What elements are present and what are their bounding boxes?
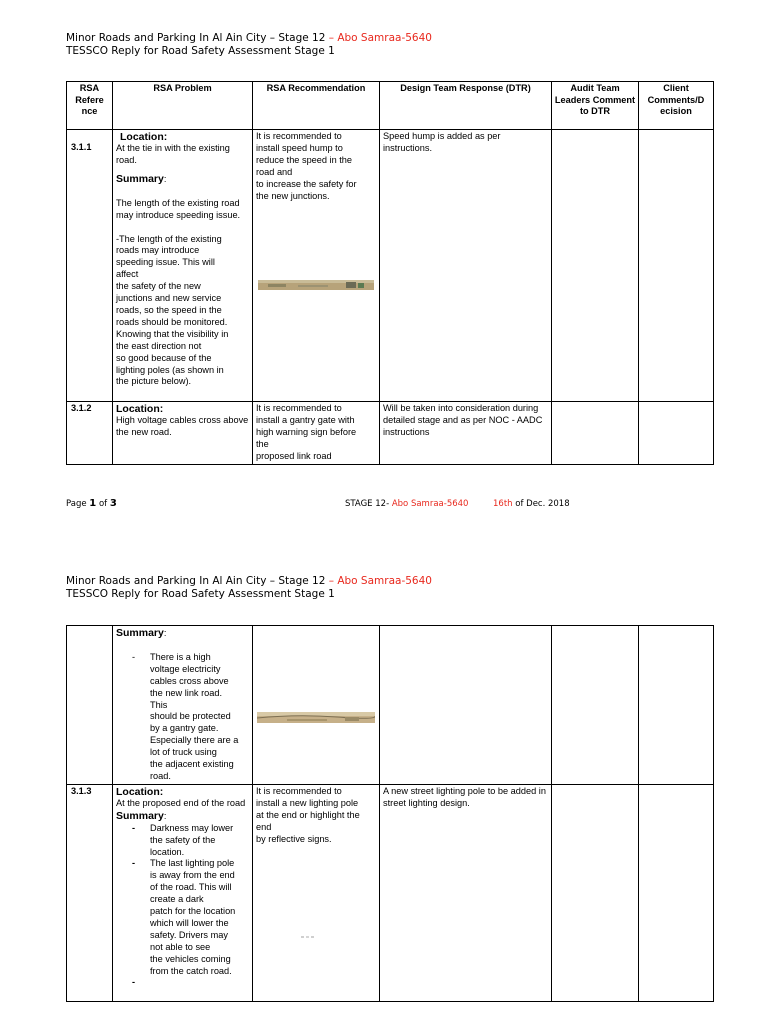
night-road-photo-image — [301, 935, 331, 939]
page1-header-line2: TESSCO Reply for Road Safety Assessment Stage 1 — [66, 45, 335, 57]
page1-header-line1: Minor Roads and Parking In Al Ain City – Stage 12 – Abo Samraa-5640 — [66, 32, 432, 44]
rsa-table-page2 — [66, 625, 714, 1002]
dtr-cell: Speed hump is added as per instructions. — [380, 130, 552, 402]
location-label: Location: — [116, 785, 164, 798]
rsa-recommendation-cell: It is recommended to install speed hump to reduce the speed in the road and to increase the safety for the new junctions. — [253, 130, 380, 402]
page2-header-line1: Minor Roads and Parking In Al Ain City – Stage 12 – Abo Samraa-5640 — [66, 575, 432, 587]
table-row-3-1-3 — [67, 784, 714, 1001]
location-text: High voltage cables cross above the new road. — [116, 415, 249, 437]
rsa-ref: 3.1.1 — [67, 130, 113, 402]
col-header-recommendation: RSA Recommendation — [253, 82, 380, 130]
footer-stage: STAGE 12- Abo Samraa-5640 — [345, 499, 469, 509]
client-decision-cell — [639, 402, 714, 465]
high-voltage-cables-photo-image — [257, 712, 375, 723]
dtr-cell — [380, 626, 552, 785]
rsa-problem-cell — [113, 784, 253, 1001]
location-label: Location: — [116, 403, 164, 415]
dtr-cell: A new street lighting pole to be added in street lighting design. — [380, 784, 552, 1001]
rsa-ref — [67, 626, 113, 785]
list-item: - The last lighting pole is away from the end of the road. This will create a dark patch for the location which will lower the safety. Drivers may not able to see the vehicles coming from the catch road. — [132, 858, 236, 976]
client-decision-cell — [639, 784, 714, 1001]
rsa-recommendation-cell — [253, 626, 380, 785]
audit-comment-cell — [552, 784, 639, 1001]
rsa-recommendation-cell: It is recommended to install a new lighting pole at the end or highlight the end by reflective signs. — [253, 784, 380, 1001]
client-decision-cell — [639, 626, 714, 785]
page-number: Page 1 of 3 — [66, 498, 117, 509]
problem-paragraph-2: -The length of the existing roads may introduce speeding issue. This will affect the safety of the new junctions and new service roads, so the speed in the roads should be monitored. Knowing that the visibility in the east direction not so good because of the lighting poles (as shown in the picture below). — [116, 233, 229, 387]
list-item: - — [132, 977, 136, 988]
rsa-problem-cell — [113, 402, 253, 465]
dtr-cell: Will be taken into consideration during detailed stage and as per NOC - AADC instructions — [380, 402, 552, 465]
list-item: - There is a high voltage electricity cables cross above the new link road. This should be protected by a gantry gate. Especially there are a lot of truck using the adjacent existing road. — [132, 651, 239, 781]
location-text: At the tie in with the existing road. — [116, 143, 230, 165]
problem-paragraph-1: The length of the existing road may introduce speeding issue. — [116, 197, 241, 220]
location-label: Location: — [120, 131, 168, 143]
table-row-3-1-1 — [67, 130, 714, 402]
col-header-dtr: Design Team Response (DTR) — [380, 82, 552, 130]
rsa-problem-cell — [113, 626, 253, 785]
table-header-row — [67, 82, 714, 130]
client-decision-cell — [639, 130, 714, 402]
footer-date: 16th of Dec. 2018 — [493, 499, 570, 509]
summary-bullet-list — [116, 823, 249, 990]
rsa-ref: 3.1.3 — [67, 784, 113, 1001]
road-photo-image — [258, 280, 374, 290]
rsa-recommendation-cell: It is recommended to install a gantry gate with high warning sign before the proposed link road — [253, 402, 380, 465]
table-row-3-1-2-continued — [67, 626, 714, 785]
rsa-table-page1 — [66, 81, 714, 465]
col-header-client-decision: Client Comments/D ecision — [639, 82, 714, 130]
col-header-reference: RSA Refere nce — [67, 82, 113, 130]
summary-heading: Summary: — [116, 172, 167, 185]
summary-bullet-list — [116, 652, 249, 783]
list-item: - Darkness may lower the safety of the location. — [132, 822, 234, 857]
rsa-problem-cell — [113, 130, 253, 402]
col-header-audit-comment: Audit Team Leaders Comment to DTR — [552, 82, 639, 130]
table-row-3-1-2 — [67, 402, 714, 465]
location-text: At the proposed end of the road — [116, 797, 246, 808]
rsa-ref: 3.1.2 — [67, 402, 113, 465]
audit-comment-cell — [552, 626, 639, 785]
audit-comment-cell — [552, 402, 639, 465]
audit-comment-cell — [552, 130, 639, 402]
summary-heading: Summary: — [116, 627, 167, 639]
col-header-problem: RSA Problem — [113, 82, 253, 130]
summary-heading: Summary: — [116, 809, 167, 822]
page2-header-line2: TESSCO Reply for Road Safety Assessment Stage 1 — [66, 588, 335, 600]
